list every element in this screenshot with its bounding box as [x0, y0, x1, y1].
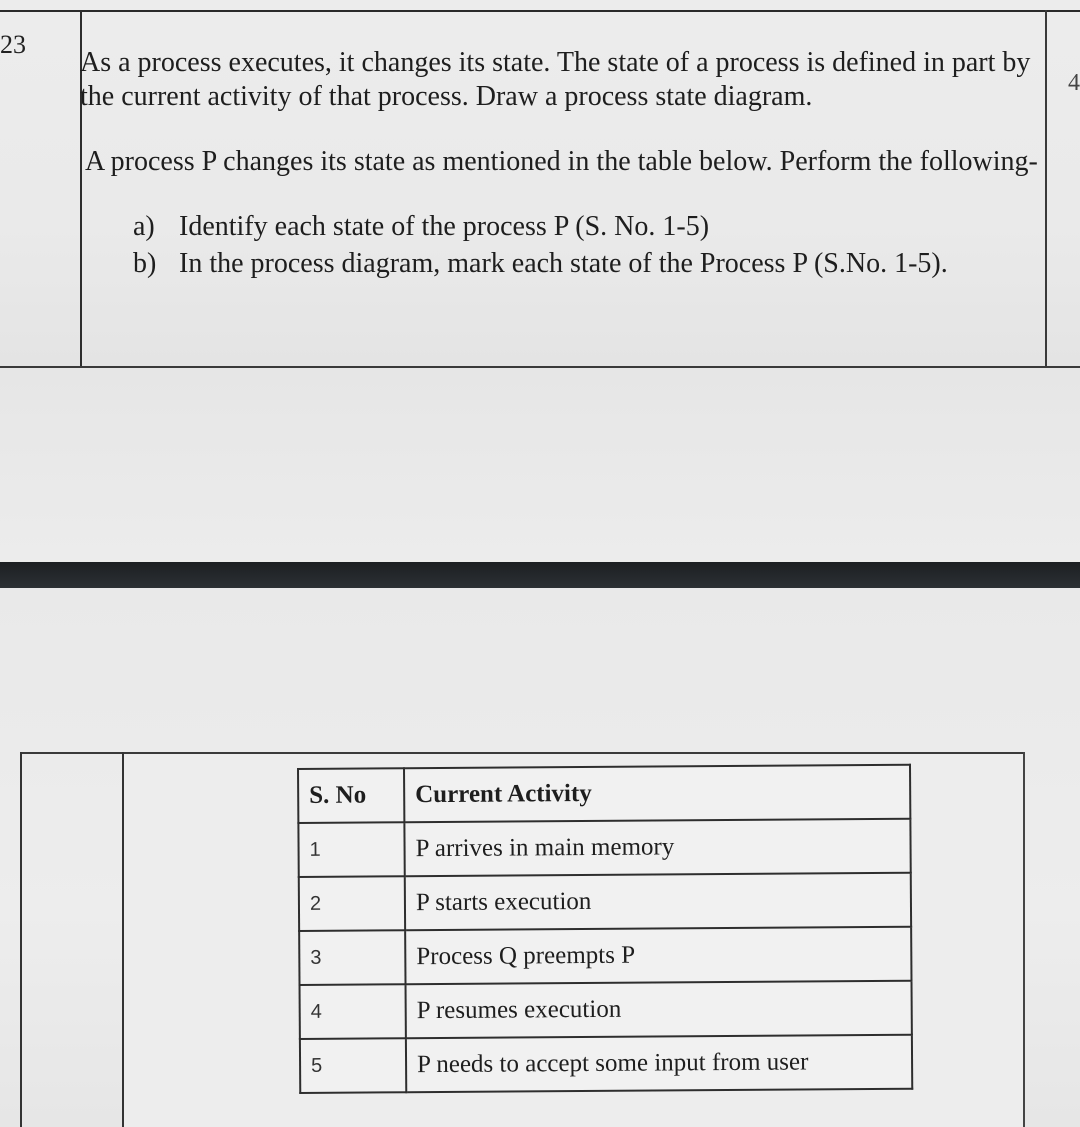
lower-frame-divider: [122, 752, 124, 1127]
cell-activity: Process Q preempts P: [405, 927, 911, 985]
cell-activity: P starts execution: [405, 873, 911, 931]
cell-sno: 2: [299, 876, 405, 931]
cell-sno: 1: [298, 822, 404, 877]
cell-sno: 3: [299, 930, 405, 985]
question-items: [133, 208, 948, 282]
question-number: 23: [0, 30, 26, 59]
cell-sno: 4: [300, 984, 406, 1039]
lower-frame-right: [1023, 752, 1025, 1127]
dark-divider-band: [0, 562, 1080, 588]
cell-activity: P resumes execution: [406, 981, 912, 1039]
table-row: [299, 927, 911, 985]
lower-frame-left: [20, 752, 22, 1127]
table-row: [300, 981, 912, 1039]
question-paragraph-1: As a process executes, it changes its state. The state of a process is defined in part by the current activity of that process. Draw a process state diagram.: [80, 47, 1031, 112]
table-header-row: [298, 765, 910, 823]
column-divider-right: [1045, 10, 1047, 366]
item-label: b): [133, 248, 157, 279]
item-label: a): [133, 211, 155, 242]
question-section: [0, 0, 1080, 368]
top-border: [0, 10, 1080, 12]
lower-frame-top: [20, 752, 1025, 754]
list-item: [133, 208, 948, 245]
table-row: [298, 819, 910, 877]
header-sno: S. No: [298, 768, 404, 823]
cell-activity: P needs to accept some input from user: [406, 1035, 912, 1093]
list-item: [133, 245, 948, 282]
item-text: Identify each state of the process P (S. No. 1-5): [179, 211, 710, 242]
process-state-table: [297, 764, 913, 1094]
cell-activity: P arrives in main memory: [404, 819, 910, 877]
cell-sno: 5: [300, 1038, 406, 1093]
table-row: [300, 1035, 912, 1093]
blank-area: [0, 368, 1080, 562]
item-text: In the process diagram, mark each state of the Process P (S.No. 1-5).: [179, 248, 948, 279]
header-current-activity: Current Activity: [404, 765, 910, 823]
question-marks: 4: [1068, 70, 1080, 96]
question-paragraph-2: A process P changes its state as mentioned in the table below. Perform the following-: [85, 146, 1038, 177]
table-row: [299, 873, 911, 931]
